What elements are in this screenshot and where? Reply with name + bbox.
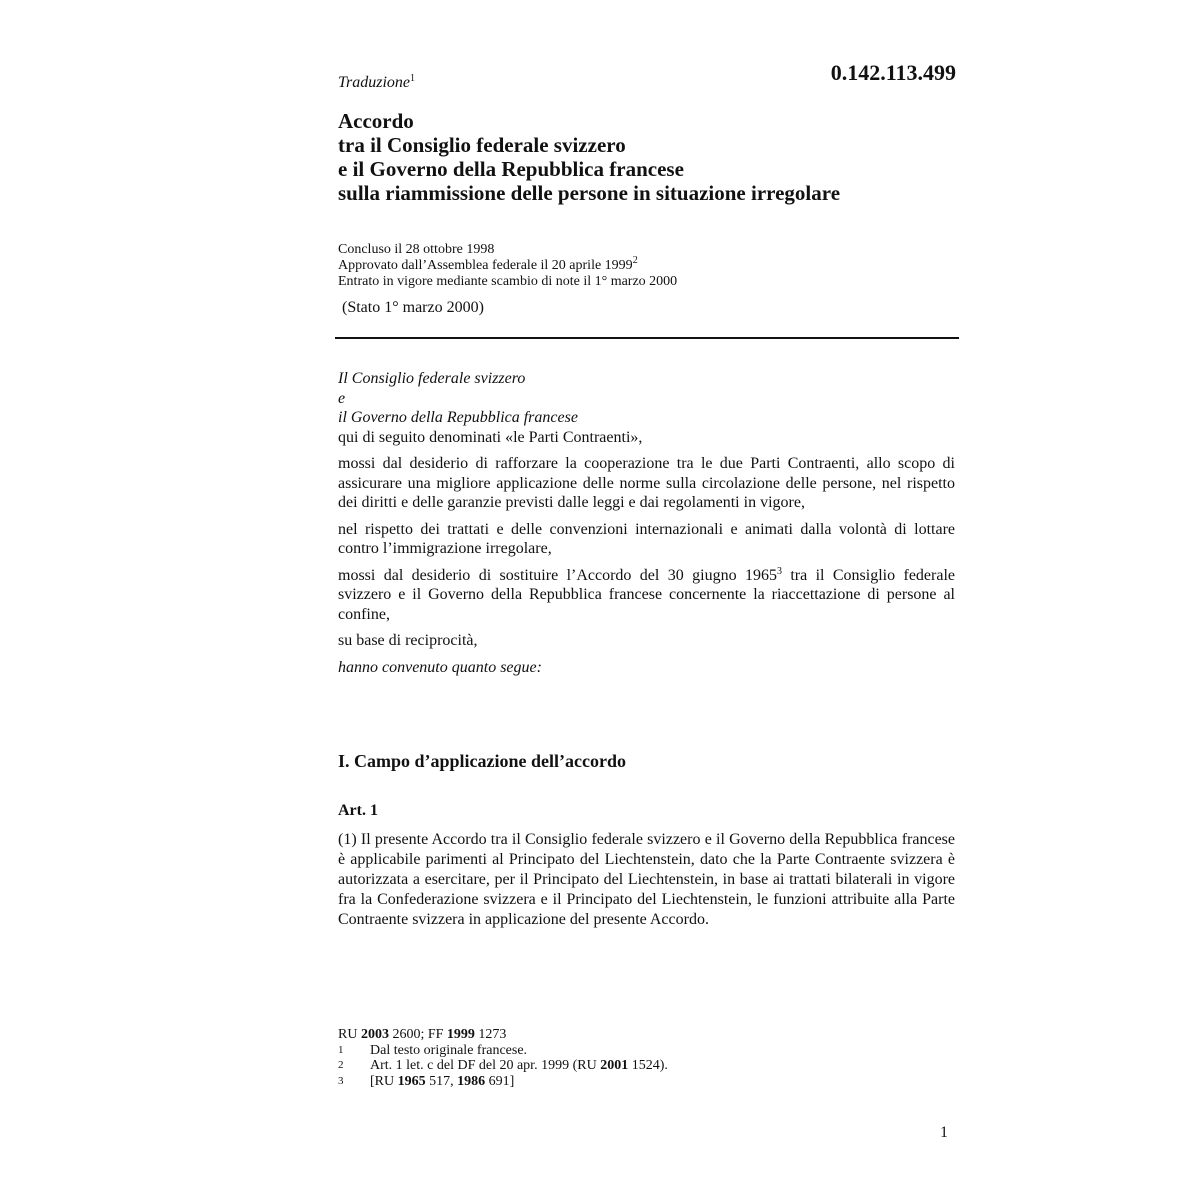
preamble-paragraph: nel rispetto dei trattati e delle convenzioni internazionali e animati dalla volontà di lottare contro l’immigrazione irregolare, xyxy=(338,520,955,557)
footnote-number: 2 xyxy=(338,1059,344,1071)
preamble-paragraph-text: tra il Consiglio federale svizzero e il Governo della Repubblica francese concernente la riaccettazione di persone al confine, xyxy=(338,566,955,623)
publication-reference xyxy=(338,1027,668,1043)
ref-text: RU xyxy=(338,1027,361,1042)
footnote-text-part: 691] xyxy=(485,1073,515,1089)
footnote-ref-3: 3 xyxy=(776,565,782,577)
page-number: 1 xyxy=(940,1124,948,1141)
footnote-text-part: [RU xyxy=(370,1073,398,1089)
document-metadata xyxy=(338,242,677,290)
party-french: il Governo della Repubblica francese xyxy=(338,409,578,426)
article-paragraph: (1) Il presente Accordo tra il Consiglio federale svizzero e il Governo della Repubblica francese è applicabile parimenti al Principato del Liechtenstein, dato che la Parte Contraente svizzera è autorizzata a esercitare, per il Principato del Liechtenstein, in base ai trattati bilaterali in vigore fra la Confederazione svizzera e il Principato del Liechtenstein, le funzioni attribuite alla Parte Contraente svizzera in applicazione del presente Accordo. xyxy=(338,831,955,928)
header-divider xyxy=(335,337,959,339)
sr-number: 0.142.113.499 xyxy=(830,60,956,85)
preamble-paragraph: mossi dal desiderio di rafforzare la cooperazione tra le due Parti Contraenti, allo scopo di assicurare una migliore applicazione delle norme sulla circolazione delle persone, nel rispetto dei diritti e delle garanzie previsti dalle leggi e dai regolamenti in vigore, xyxy=(338,455,955,511)
footnote-number: 1 xyxy=(338,1043,344,1056)
ref-year: 2003 xyxy=(360,1027,389,1042)
conjunction: e xyxy=(338,389,346,407)
footnote xyxy=(338,1043,668,1059)
footnote-text: Dal testo originale francese. xyxy=(370,1042,528,1058)
footnote-number: 3 xyxy=(338,1074,344,1087)
title-line: e il Governo della Repubblica francese xyxy=(338,157,684,181)
footnote-ref-1: 1 xyxy=(410,73,416,84)
section-heading: I. Campo d’applicazione dell’accordo xyxy=(338,751,626,771)
footnote-ref-2: 2 xyxy=(632,255,638,266)
footnote-text-part: Art. 1 let. c del DF del 20 apr. 1999 (RU xyxy=(370,1058,601,1073)
footnote-text xyxy=(370,1058,668,1074)
article-title: Art. 1 xyxy=(338,802,378,819)
title-line: sulla riammissione delle persone in situazione irregolare xyxy=(338,181,841,205)
document-title xyxy=(338,109,978,205)
approved-date xyxy=(338,255,677,274)
concluded-date: Concluso il 28 ottobre 1998 xyxy=(338,242,495,257)
footnote-year: 2001 xyxy=(600,1058,629,1073)
footnote xyxy=(338,1058,668,1074)
footnote-text-part: 1524). xyxy=(628,1058,668,1073)
entry-into-force: Entrato in vigore mediante scambio di note il 1° marzo 2000 xyxy=(338,274,678,289)
ref-text: 1273 xyxy=(474,1027,507,1042)
preamble xyxy=(338,369,955,677)
parties-denomination: qui di seguito denominati «le Parti Contraenti», xyxy=(338,428,643,446)
ref-text: 2600; FF xyxy=(388,1027,447,1042)
footnote-text xyxy=(370,1074,514,1090)
party-swiss: Il Consiglio federale svizzero xyxy=(338,370,526,387)
ref-year: 1999 xyxy=(446,1027,475,1042)
preamble-paragraph-text: mossi dal desiderio di sostituire l’Accordo del 30 giugno 1965 xyxy=(338,566,777,584)
status-date: (Stato 1° marzo 2000) xyxy=(342,299,484,316)
title-line: Accordo xyxy=(338,109,414,133)
approved-date-text: Approvato dall’Assemblea federale il 20 aprile 1999 xyxy=(338,258,633,273)
translation-label-text: Traduzione xyxy=(338,74,411,91)
agreement-clause: hanno convenuto quanto segue: xyxy=(338,658,542,676)
footnotes xyxy=(338,1027,668,1089)
footnote-year: 1986 xyxy=(457,1073,486,1089)
footnote-text-part: 517, xyxy=(425,1073,458,1089)
reciprocity-clause: su base di reciprocità, xyxy=(338,632,478,649)
title-line: tra il Consiglio federale svizzero xyxy=(338,133,626,157)
footnote xyxy=(338,1074,668,1090)
footnote-year: 1965 xyxy=(397,1073,426,1089)
translation-label xyxy=(338,74,415,92)
preamble-paragraph xyxy=(338,566,955,625)
